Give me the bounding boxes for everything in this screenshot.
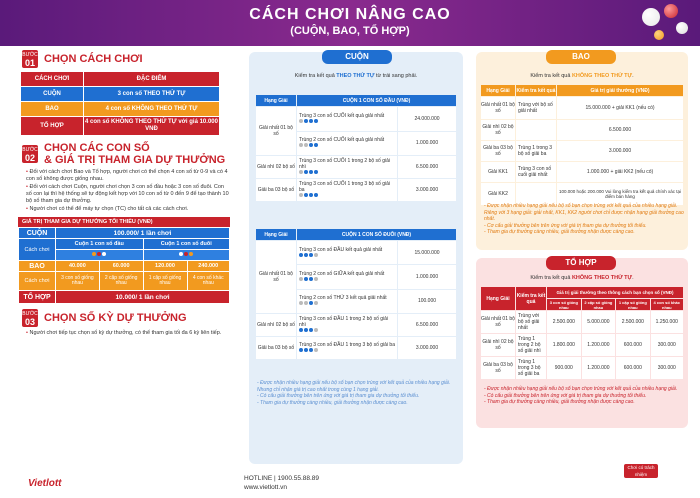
bao-tab: BAO bbox=[546, 50, 616, 64]
cuon-sub: Cuộn 1 con số đuôi bbox=[144, 239, 230, 249]
prize-label: Giải nhì 02 bộ số bbox=[481, 120, 515, 140]
bao-table bbox=[480, 84, 684, 206]
sub-label: Cách chơi bbox=[19, 239, 55, 260]
table-header: Hạng Giải bbox=[481, 85, 515, 96]
bao-sub: 2 cặp số giống nhau bbox=[100, 272, 143, 290]
prize-value: 3.000.000 bbox=[398, 337, 456, 359]
prize-value: 3.000.000 bbox=[398, 179, 456, 201]
prize-desc: Trùng 3 con số CUỐI kết quả giải nhất bbox=[297, 107, 397, 131]
prize-value: 100.000 hoặc 200.000 Vui lòng kiểm tra kết quả chính xác tại điểm bán hàng bbox=[557, 183, 683, 205]
tohop-notes: - Được nhận nhiều hạng giải nếu bộ số bạn chọn trùng với kết quả của nhiều hạng giải. - Có cấu giải thưởng bên trên ứng với giá trị tham gia dự thưởng tối thiểu. - Tham gia dự thưởng càng nhiều, giải thưởng nhận được càng cao. bbox=[484, 386, 678, 405]
prize-desc: Trùng 3 con số CUỐI 1 trong 2 bộ số giải nhì bbox=[297, 156, 397, 178]
prize-value: 900.000 bbox=[547, 357, 581, 379]
step-title: CHỌN SỐ KỲ DỰ THƯỞNG bbox=[44, 312, 187, 324]
sub-header: 1 cặp số giống nhau bbox=[616, 299, 649, 310]
table-header: Hạng Giải bbox=[256, 95, 296, 106]
tohop-table bbox=[480, 286, 684, 380]
hotline-text: HOTLINE | 1900.55.88.89 bbox=[244, 475, 320, 482]
paragraph: • Đối với cách chơi Cuộn, người chơi chọn 3 con số đầu hoặc 3 con số đuôi. Con số con lại thì hệ thống sẽ tự động kết hợp với 10 con số từ 0 đến 9 để tạo thành 10 bộ số tham gia dự thưởng. bbox=[26, 184, 229, 204]
tohop-instruction: Kiểm tra kết quả KHÔNG THEO THỨ TỰ. bbox=[530, 275, 634, 281]
vietlott-logo: Vietlott bbox=[28, 478, 62, 489]
ball-icon bbox=[676, 22, 688, 34]
responsible-play-badge: Chơi có trách nhiệm bbox=[624, 464, 658, 478]
prize-value: 2.500.000 bbox=[616, 311, 649, 333]
step-badge: BƯỚC 03 bbox=[22, 311, 38, 327]
ball-icon bbox=[642, 8, 660, 26]
prize-value: 1.200.000 bbox=[582, 334, 615, 356]
cuon-label: CUỘN bbox=[19, 228, 55, 238]
prize-label: Giải nhì 02 bộ số bbox=[256, 156, 296, 178]
table-header: Giá trị giải thưởng (VNĐ) bbox=[557, 85, 683, 96]
prize-desc: Trùng 2 con số CUỐI kết quả giải nhất bbox=[297, 132, 397, 156]
prize-desc: Trùng 3 con số ĐẦU 1 trong 2 bộ số giải nhì bbox=[297, 314, 397, 336]
play-type-desc: 3 con số THEO THỨ TỰ bbox=[84, 87, 219, 101]
cuon-sub: Cuộn 1 con số đầu bbox=[56, 239, 143, 249]
balls-row bbox=[56, 250, 143, 260]
tohop-tab: TỔ HỢP bbox=[546, 256, 616, 270]
prize-value: 1.000.000 + giải KK2 (nếu có) bbox=[557, 162, 683, 182]
prize-value: 1.000.000 bbox=[398, 132, 456, 156]
prize-label: Giải KK2 bbox=[481, 183, 515, 205]
prize-desc: Trùng 3 con số CUỐI 1 trong 3 bộ số giải ba bbox=[297, 179, 397, 201]
ball-icon bbox=[664, 4, 678, 18]
balls-row bbox=[144, 250, 230, 260]
table-header: Giá trị giải thưởng theo thông cách bạn chọn số (VNĐ) bbox=[547, 287, 683, 298]
cuon-duoi-table bbox=[255, 228, 457, 360]
bao-sub: 4 con số khác nhau bbox=[188, 272, 230, 290]
bao-label: BAO bbox=[19, 261, 55, 271]
prize-label: Giải ba 03 bộ số bbox=[256, 337, 296, 359]
prize-value: 15.000.000 bbox=[398, 241, 456, 264]
table-header: Hạng Giải bbox=[256, 229, 296, 240]
website-link[interactable]: www.vietlott.vn bbox=[244, 484, 287, 491]
table-header: Kiểm tra kết quả bbox=[516, 85, 556, 96]
table-header: Kiểm tra kết quả bbox=[516, 287, 546, 310]
paragraph: • Người chơi tiếp tục chọn số kỳ dự thưởng, có thể tham gia tối đa 6 kỳ liên tiếp. bbox=[26, 330, 222, 336]
cuon-tab: CUỘN bbox=[322, 50, 392, 64]
prize-value: 600.000 bbox=[616, 357, 649, 379]
cuon-dau-table bbox=[255, 94, 457, 202]
bao-sub: 3 con số giống nhau bbox=[56, 272, 99, 290]
prize-value: 300.000 bbox=[651, 334, 683, 356]
bao-value: 40.000 bbox=[56, 261, 99, 271]
prize-label: Giải nhất 01 bộ số bbox=[481, 97, 515, 119]
paragraph: • Người chơi có thể để máy tự chọn (TC) cho tất cả các cách chơi. bbox=[26, 206, 189, 212]
prize-check: Trùng 1 trong 3 bộ số giải ba bbox=[516, 357, 546, 379]
bao-value: 120.000 bbox=[144, 261, 187, 271]
prize-label: Giải ba 03 bộ số bbox=[256, 179, 296, 201]
prize-value: 5.000.000 bbox=[582, 311, 615, 333]
prize-value: 6.500.000 bbox=[398, 156, 456, 178]
min-value-table bbox=[18, 227, 230, 304]
prize-value: 6.500.000 bbox=[398, 314, 456, 336]
step-badge: BƯỚC 02 bbox=[22, 147, 38, 163]
prize-value: 15.000.000 + giải KK1 (nếu có) bbox=[557, 97, 683, 119]
prize-label: Giải nhất 01 bộ số bbox=[256, 241, 296, 313]
prize-label: Giải KK1 bbox=[481, 162, 515, 182]
step-title: CHỌN CÁCH CHƠI bbox=[44, 53, 143, 65]
prize-value: 24.000.000 bbox=[398, 107, 456, 131]
prize-value: 300.000 bbox=[651, 357, 683, 379]
cuon-instruction: Kiểm tra kết quả THEO THỨ TỰ từ trái sang phải. bbox=[294, 73, 418, 79]
prize-value: 1.000.000 bbox=[398, 265, 456, 288]
prize-desc: Trùng 3 con số ĐẦU kết quả giải nhất bbox=[297, 241, 397, 264]
sub-header: 4 con số khác nhau bbox=[651, 299, 683, 310]
table-header: ĐẶC ĐIỂM bbox=[84, 72, 219, 86]
cuon-notes: - Được nhận nhiều hạng giải nếu bộ số bạn chọn trùng với kết quả của nhiều hạng giải. Nhưng chỉ nhận giá trị cao nhất trong cùng 1 hạng giải. - Có cấu giải thưởng bên trên ứng với giá trị tham gia dự thưởng tối thiểu. - Tham gia dự thưởng càng nhiều, giải thưởng nhận được càng cao. bbox=[257, 380, 451, 406]
play-type-tohop: TỔ HỢP bbox=[21, 117, 83, 135]
prize-label: Giải ba 03 bộ số bbox=[481, 357, 515, 379]
cuon-value: 100.000/ 1 lần chơi bbox=[56, 228, 229, 238]
hotline-block bbox=[244, 474, 319, 492]
prize-label: Giải nhì 02 bộ số bbox=[256, 314, 296, 336]
play-types-table bbox=[20, 71, 220, 136]
table-header: Hạng Giải bbox=[481, 287, 515, 310]
play-type-desc: 4 con số KHÔNG THEO THỨ TỰ bbox=[84, 102, 219, 116]
prize-value: 1.800.000 bbox=[547, 334, 581, 356]
min-value-bar: GIÁ TRỊ THAM GIA DỰ THƯỞNG TỐI THIỂU (VNĐ) bbox=[18, 217, 230, 227]
left-column bbox=[0, 46, 240, 498]
ball-icon bbox=[654, 30, 664, 40]
prize-desc: Trùng 2 con số THỨ 3 kết quả giải nhất bbox=[297, 290, 397, 313]
decorative-balls bbox=[580, 0, 700, 46]
play-type-desc: 4 con số KHÔNG THEO THỨ TỰ với giá 10.000 VNĐ bbox=[84, 117, 219, 135]
prize-desc: Trùng 3 con số ĐẦU 1 trong 3 bộ số giải ba bbox=[297, 337, 397, 359]
play-type-cuon: CUỘN bbox=[21, 87, 83, 101]
prize-check bbox=[516, 183, 556, 205]
step-title: CHỌN CÁC CON SỐ bbox=[44, 142, 150, 154]
prize-label: Giải nhất 01 bộ số bbox=[481, 311, 515, 333]
prize-value: 100.000 bbox=[398, 290, 456, 313]
sub-header: 2 cặp số giống nhau bbox=[582, 299, 615, 310]
step-badge: BƯỚC 01 bbox=[22, 52, 38, 68]
tohop-label: TỔ HỢP bbox=[19, 291, 55, 303]
prize-label: Giải nhất 01 bộ số bbox=[256, 107, 296, 155]
step-3-header bbox=[22, 309, 240, 327]
sub-header: 3 con số giống nhau bbox=[547, 299, 581, 310]
prize-label: Giải nhì 02 bộ số bbox=[481, 334, 515, 356]
prize-check: Trùng 1 trong 3 bộ số giải ba bbox=[516, 141, 556, 161]
prize-value: 600.000 bbox=[616, 334, 649, 356]
prize-label: Giải ba 03 bộ số bbox=[481, 141, 515, 161]
page-header bbox=[0, 0, 700, 46]
prize-value: 1.200.000 bbox=[582, 357, 615, 379]
prize-value: 2.500.000 bbox=[547, 311, 581, 333]
table-header: CÁCH CHƠI bbox=[21, 72, 83, 86]
prize-desc: Trùng 2 con số GIỮA kết quả giải nhất bbox=[297, 265, 397, 288]
prize-value: 1.250.000 bbox=[651, 311, 683, 333]
table-header: CUỘN 1 CON SỐ ĐẦU (VNĐ) bbox=[297, 95, 456, 106]
prize-check: Trùng 1 trong 2 bộ số giải nhì bbox=[516, 334, 546, 356]
page-title: CÁCH CHƠI NÂNG CAO bbox=[249, 6, 451, 23]
prize-value: 3.000.000 bbox=[557, 141, 683, 161]
page-subtitle: (CUỘN, BAO, TỔ HỢP) bbox=[290, 25, 410, 37]
bao-value: 240.000 bbox=[188, 261, 230, 271]
paragraph: • Đối với cách chơi Bao và Tổ hợp, người chơi có thể chọn 4 con số từ 0-9 và có 4 con số không được giống nhau. bbox=[26, 169, 228, 182]
bao-notes: - Được nhận nhiều hạng giải nếu bộ số bạn chọn trùng với kết quả của nhiều hạng giải. Riêng với 3 hạng giải: giải nhất, KK1, KK2 người chơi chỉ được nhận hạng giải thưởng cao nhất. - Cơ cấu giải thưởng bên trên ứng với giá trị tham gia dự thưởng tối thiểu. - Tham gia dự thưởng càng nhiều, giải thưởng nhận được càng cao. bbox=[484, 203, 684, 235]
tohop-value: 10.000/ 1 lần chơi bbox=[56, 291, 229, 303]
prize-check bbox=[516, 120, 556, 140]
prize-check: Trùng 3 con số cuối giải nhất bbox=[516, 162, 556, 182]
step-title-2: & GIÁ TRỊ THAM GIA DỰ THƯỞNG bbox=[44, 154, 226, 166]
table-header: CUỘN 1 CON SỐ ĐUÔI (VNĐ) bbox=[297, 229, 456, 240]
play-type-bao: BAO bbox=[21, 102, 83, 116]
bao-instruction: Kiểm tra kết quả KHÔNG THEO THỨ TỰ. bbox=[530, 73, 634, 79]
step-2-header bbox=[22, 142, 240, 166]
prize-check: Trùng với bộ số giải nhất bbox=[516, 311, 546, 333]
prize-check: Trùng với bộ số giải nhất bbox=[516, 97, 556, 119]
prize-value: 6.500.000 bbox=[557, 120, 683, 140]
bao-sub: 1 cặp số giống nhau bbox=[144, 272, 187, 290]
sub-label: Cách chơi bbox=[19, 272, 55, 290]
bao-value: 60.000 bbox=[100, 261, 143, 271]
step-1-header bbox=[22, 50, 240, 68]
